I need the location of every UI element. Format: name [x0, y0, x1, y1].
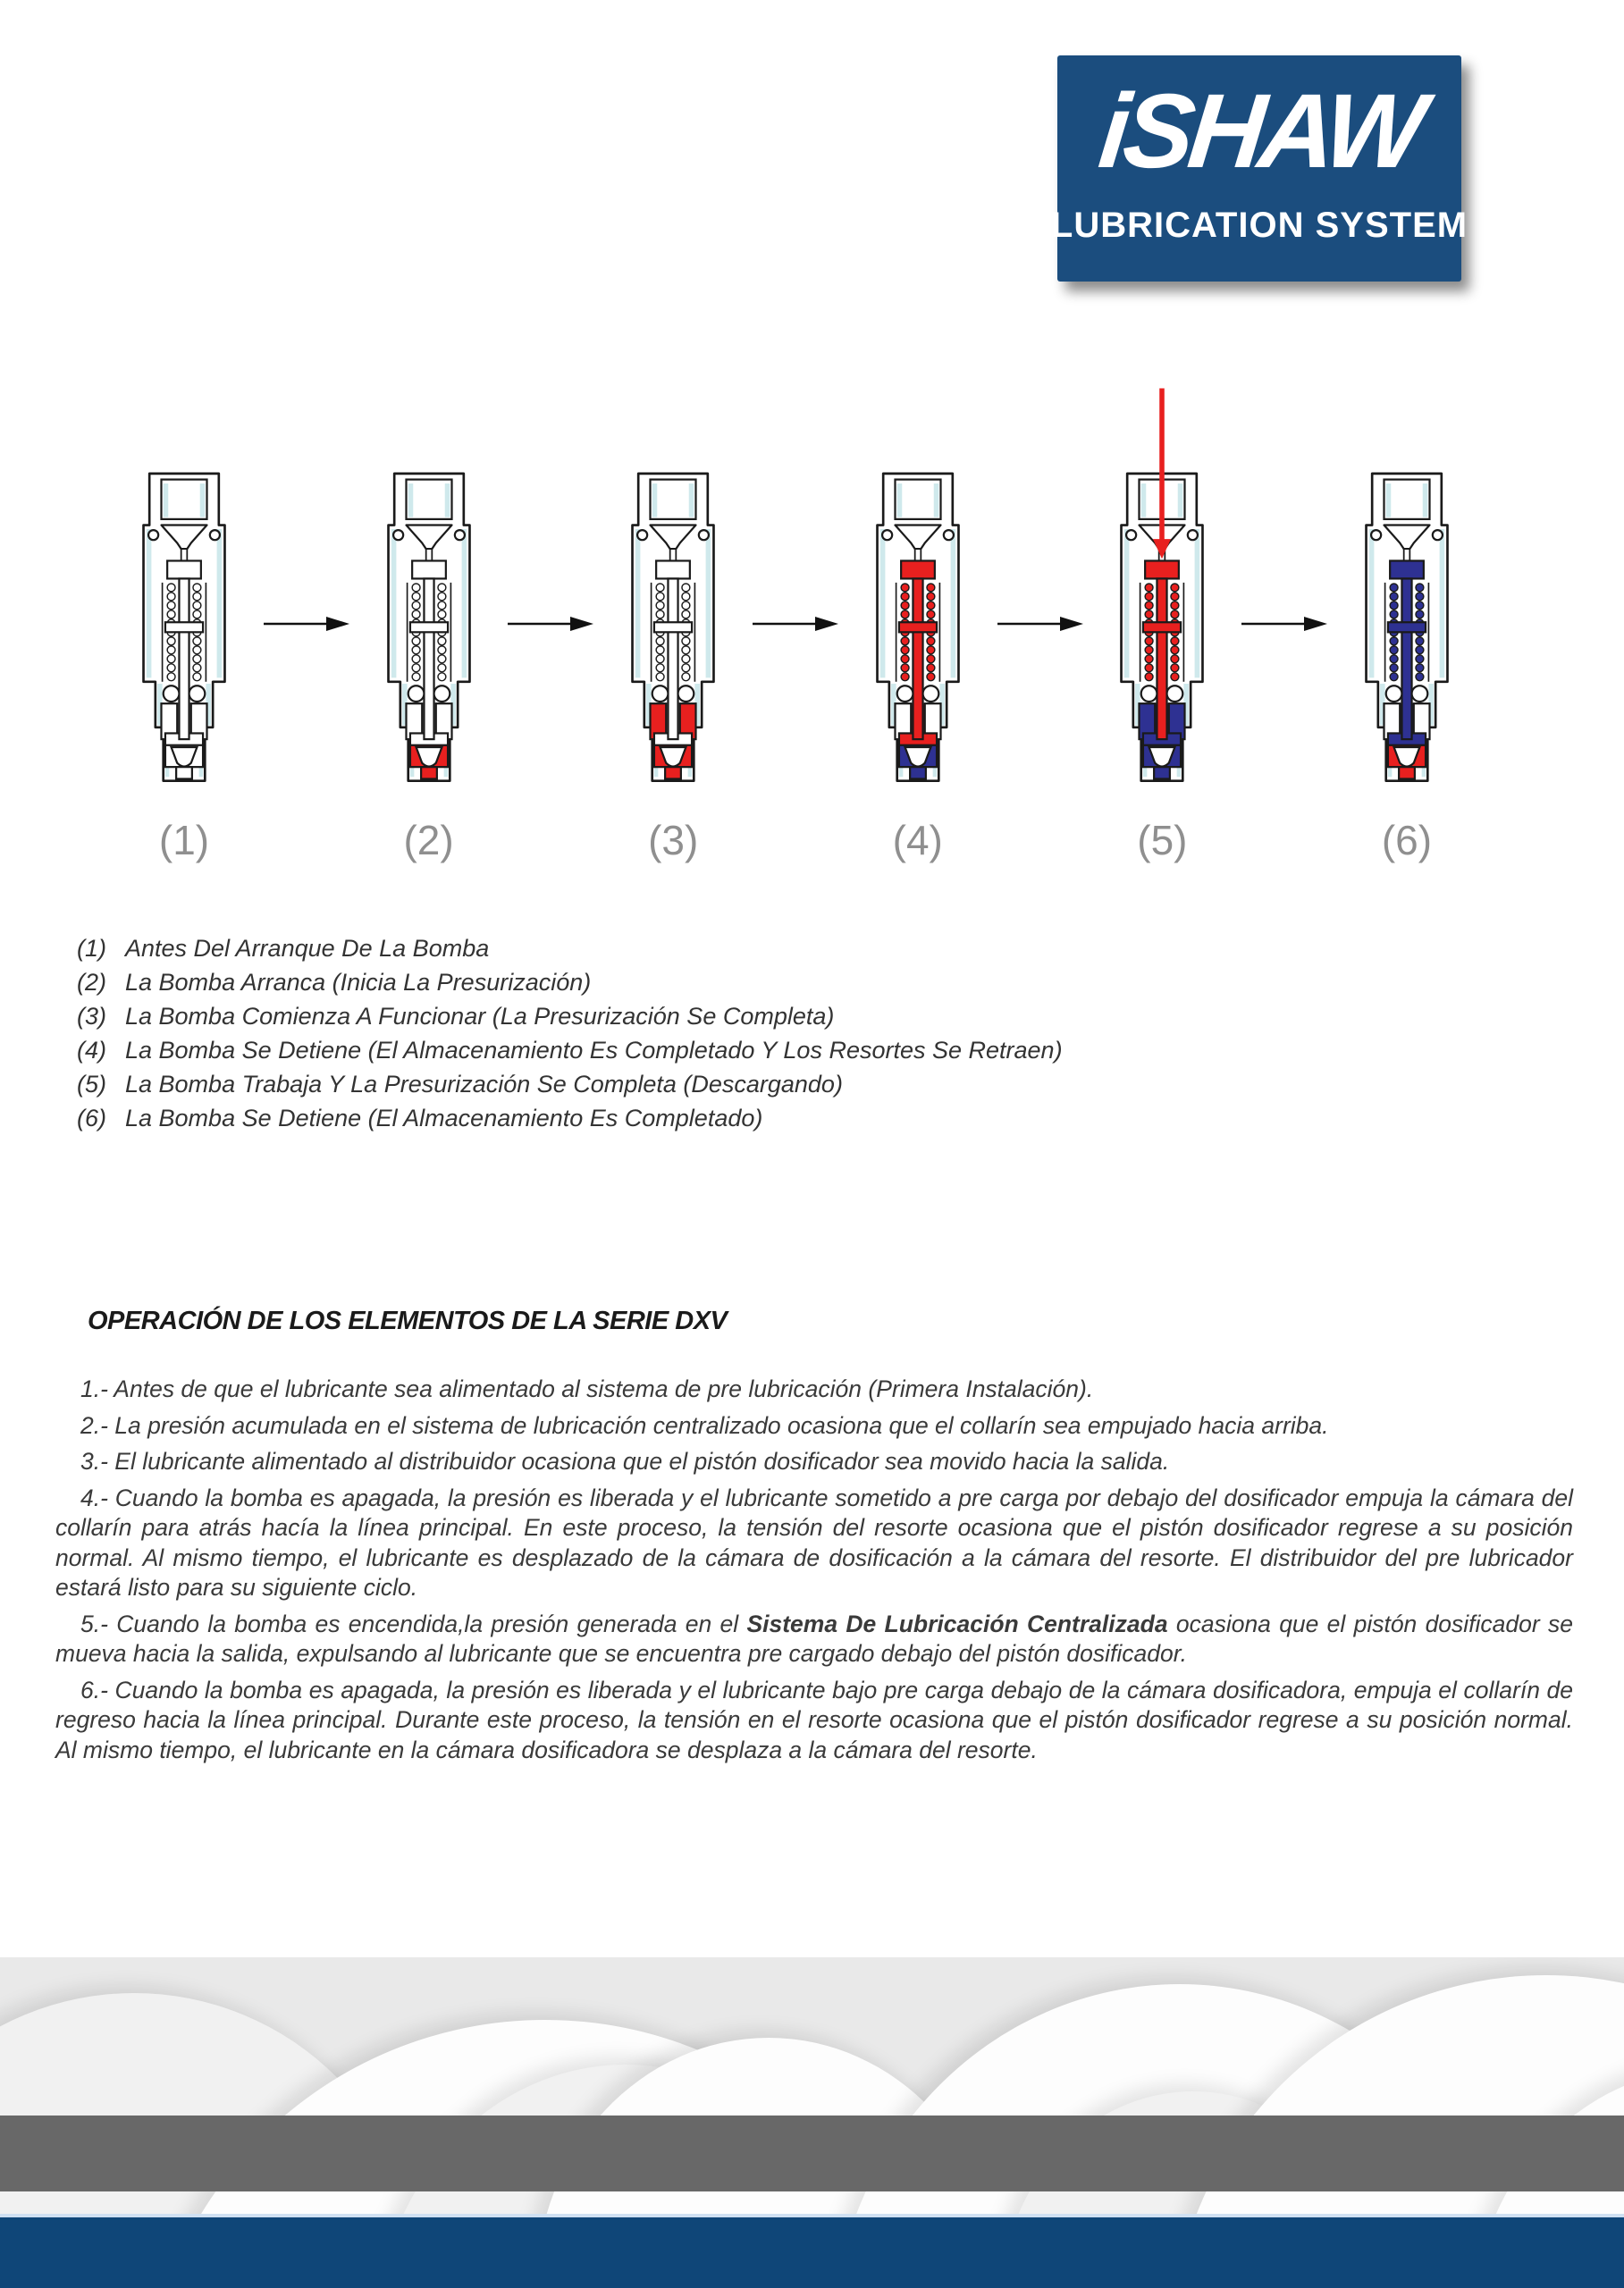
stage-label: (4)	[892, 817, 943, 863]
paragraph-5	[55, 1610, 1573, 1670]
caption-number: (2)	[77, 969, 106, 996]
paragraph-1: 1.- Antes de que el lubricante sea alimentado al sistema de pre lubricación (Primera Instalación).	[80, 1375, 1094, 1402]
company-logo	[1050, 55, 1468, 282]
caption-number: (4)	[77, 1037, 106, 1064]
section-heading: OPERACIÓN DE LOS ELEMENTOS DE LA SERIE DXV	[88, 1307, 728, 1335]
caption-number: (5)	[77, 1071, 106, 1098]
stage-label: (6)	[1381, 817, 1433, 863]
injector-stage-4	[850, 384, 986, 864]
injector-cross-section	[1352, 384, 1461, 811]
paragraph-6: 6.- Cuando la bomba es apagada, la presión es liberada y el lubricante bajo pre carga debajo de la cámara dosificadora, empuja el collarín de regreso hacia la línea principal. Durante este proceso, la tensión en el resorte ocasiona que el pistón dosificador regrese a su posición normal. Al mismo tiempo, el lubricante en la cámara dosificadora se desplaza a la cámara del resorte.	[55, 1676, 1573, 1763]
caption-text: La Bomba Comienza A Funcionar (La Presurización Se Completa)	[125, 1003, 835, 1030]
footer-gray-bar	[0, 2116, 1624, 2191]
paragraph-4: 4.- Cuando la bomba es apagada, la presión es liberada y el lubricante sometido a pre carga por debajo del dosificador empuja la cámara del collarín para atrás hacía la línea principal. En este proceso, la tensión del resorte ocasiona que el pistón dosificador regrese a su posición normal. Al mismo tiempo, el lubricante es desplazado de la cámara de dosificación a la cámara del resorte. El distribuidor del pre lubricador estará listo para su siguiente ciclo.	[55, 1484, 1573, 1601]
sequence-arrow-icon	[506, 615, 595, 633]
injector-cross-section	[863, 384, 972, 811]
caption-number: (6)	[77, 1105, 106, 1131]
injector-cross-section	[1107, 384, 1216, 811]
caption-number: (3)	[77, 1003, 106, 1030]
injector-cross-section	[130, 384, 239, 811]
sequence-arrow-icon	[996, 615, 1085, 633]
caption-item	[77, 1067, 1328, 1101]
sequence-arrow-icon	[751, 615, 840, 633]
stage-label: (2)	[403, 817, 454, 863]
caption-text: La Bomba Arranca (Inicia La Presurización)	[125, 969, 592, 996]
stage-label: (1)	[158, 817, 210, 863]
stage-label: (5)	[1137, 817, 1188, 863]
sequence-arrow-icon	[262, 615, 351, 633]
paragraph-5-post: ocasiona que el pistón dosificador se mueva hacia la salida, expulsando al lubricante que se encuentra pre cargado debajo del pistón dosificador.	[55, 1610, 1573, 1667]
paragraph-5-bold: Sistema De Lubricación Centralizada	[746, 1610, 1168, 1637]
sequence-arrow	[1230, 615, 1339, 633]
sequence-arrow	[986, 615, 1095, 633]
paragraph-2: 2.- La presión acumulada en el sistema de lubricación centralizado ocasiona que el collarín sea empujado hacia arriba.	[80, 1411, 1329, 1439]
caption-item	[77, 931, 1328, 965]
injector-sequence-diagram	[116, 384, 1475, 867]
injector-cross-section	[374, 384, 484, 811]
paragraph-5-pre: 5.- Cuando la bomba es encendida,la presión generada en el	[80, 1610, 747, 1637]
stage-label: (3)	[648, 817, 699, 863]
caption-item	[77, 1033, 1328, 1067]
injector-stage-1	[116, 384, 252, 864]
sequence-arrow	[741, 615, 850, 633]
sequence-arrow-icon	[1240, 615, 1329, 633]
injector-stage-3	[605, 384, 741, 864]
injector-cross-section	[618, 384, 728, 811]
caption-text: La Bomba Se Detiene (El Almacenamiento Es Completado)	[125, 1105, 763, 1131]
footer-navy-bar	[0, 2217, 1624, 2288]
operation-paragraphs	[55, 1375, 1573, 1771]
paragraph-3: 3.- El lubricante alimentado al distribuidor ocasiona que el pistón dosificador sea movido hacia la salida.	[80, 1448, 1170, 1475]
caption-item	[77, 1101, 1328, 1135]
sequence-arrow	[252, 615, 361, 633]
caption-text: La Bomba Se Detiene (El Almacenamiento Es Completado Y Los Resortes Se Retraen)	[125, 1037, 1063, 1064]
caption-item	[77, 999, 1328, 1033]
caption-text: La Bomba Trabaja Y La Presurización Se Completa (Descargando)	[125, 1071, 843, 1098]
caption-text: Antes Del Arranque De La Bomba	[125, 935, 490, 962]
injector-stage-5	[1094, 384, 1230, 864]
sequence-arrow	[497, 615, 606, 633]
logo-subtitle-text: LUBRICATION SYSTEM	[1050, 206, 1468, 245]
injector-stage-2	[361, 384, 497, 864]
stage-caption-list	[77, 931, 1328, 1135]
logo-brand-text: iSHAW	[1093, 72, 1426, 190]
caption-item	[77, 965, 1328, 999]
injector-stage-6	[1339, 384, 1475, 864]
caption-number: (1)	[77, 935, 106, 962]
